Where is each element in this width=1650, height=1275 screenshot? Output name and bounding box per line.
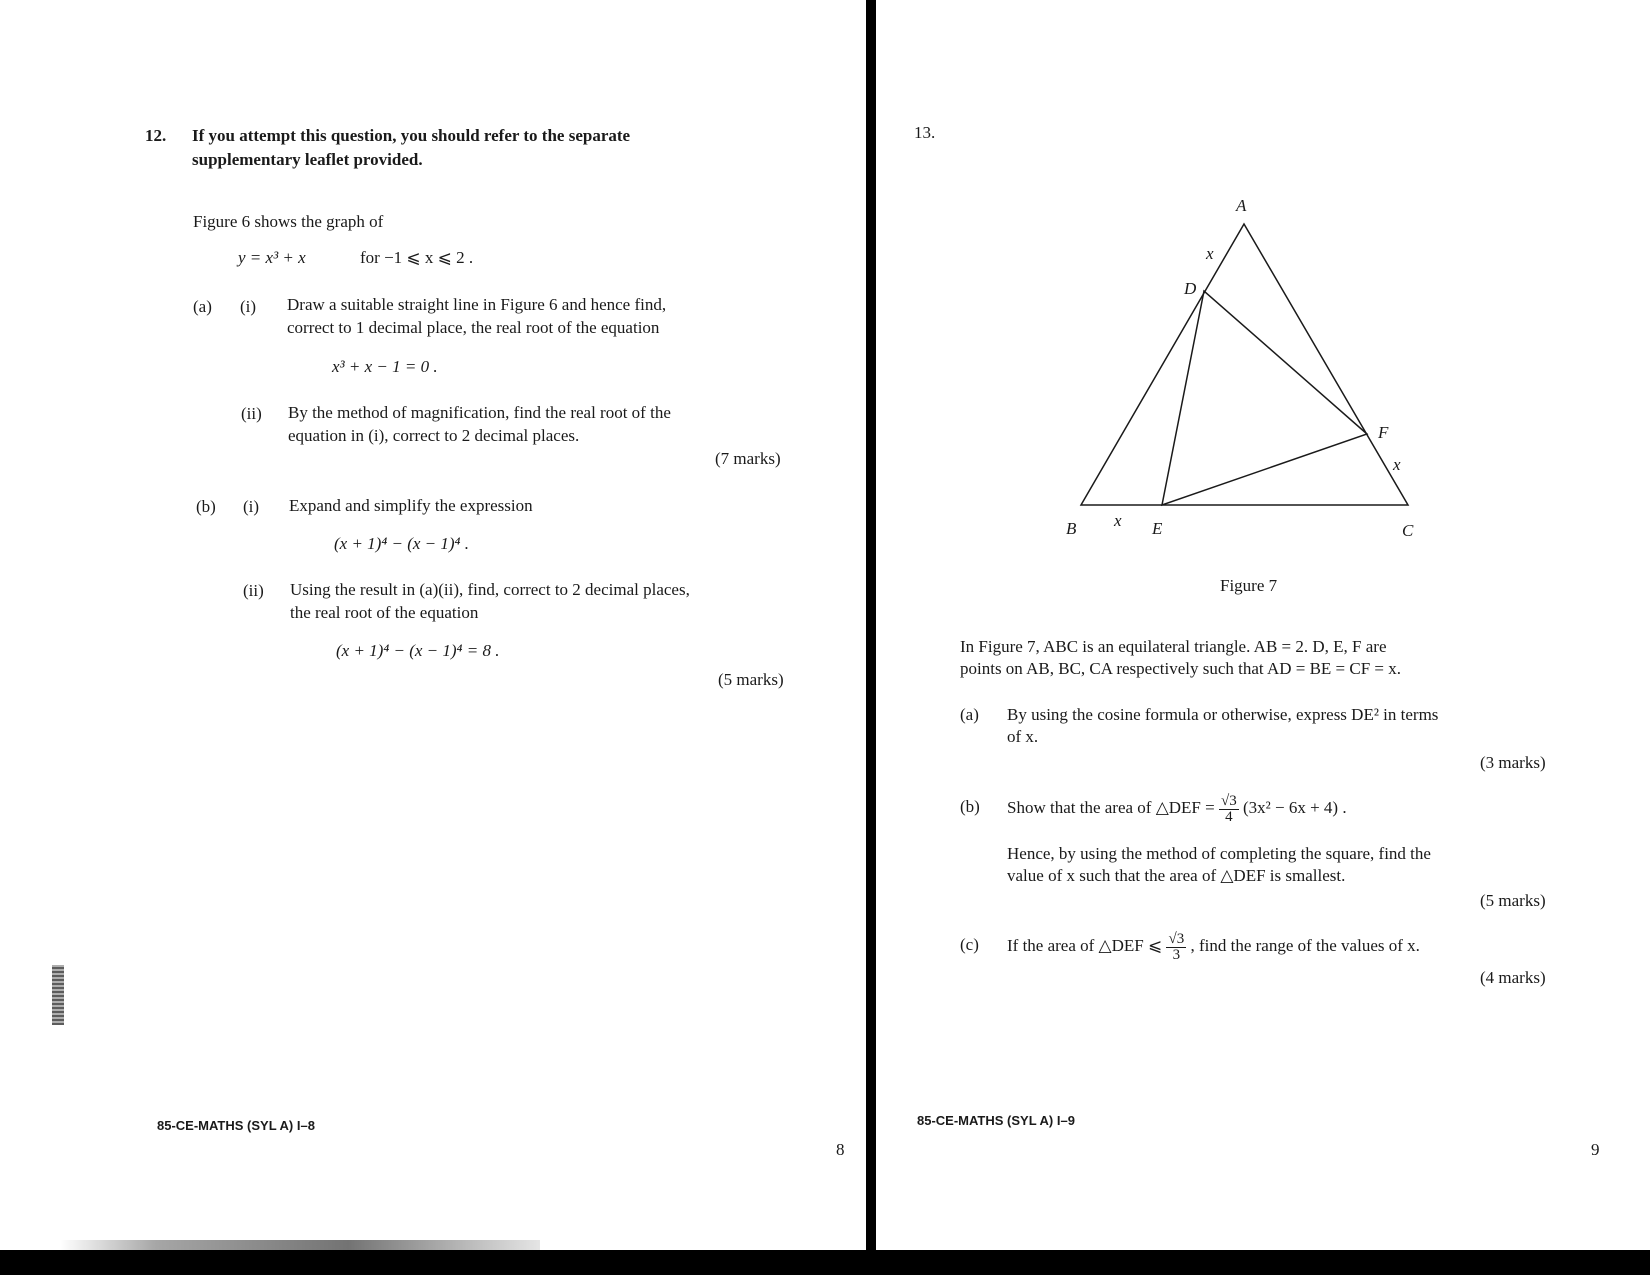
part-b-i-line-1: Expand and simplify the expression [289, 496, 533, 515]
label-a: A [1236, 196, 1247, 215]
q13-part-c-marks: (4 marks) [1480, 968, 1546, 987]
q13-part-b-fraction-num: √3 [1220, 792, 1237, 809]
instruction-line-2: supplementary leaflet provided. [192, 150, 423, 169]
q13-part-c-fraction-num: √3 [1168, 930, 1185, 947]
instruction-line-1: If you attempt this question, you should refer to the separate [192, 126, 631, 145]
part-b-ii-line-2: the real root of the equation [290, 603, 479, 622]
page-number-8: 8 [836, 1140, 845, 1159]
scan-smudge [60, 1240, 540, 1254]
graph-equation: y = x³ + x [238, 248, 306, 267]
q13-part-b-text-pre: Show that the area of △DEF = [1007, 798, 1215, 817]
part-b-i-equation: (x + 1)⁴ − (x − 1)⁴ . [334, 534, 469, 553]
scan-edge-mark [52, 965, 64, 1025]
question-number-13: 13. [914, 123, 936, 142]
q13-intro-line-1: In Figure 7, ABC is an equilateral triangle. AB = 2. D, E, F are [960, 637, 1387, 656]
q13-part-c-fraction-den: 3 [1172, 946, 1181, 963]
question-number-12: 12. [145, 126, 167, 145]
footer-code-left: 85-CE-MATHS (SYL A) I–8 [157, 1118, 315, 1133]
q13-part-b-marks: (5 marks) [1480, 891, 1546, 910]
q13-part-a-line-2: of x. [1007, 727, 1039, 746]
part-b-ii-equation: (x + 1)⁴ − (x − 1)⁴ = 8 . [336, 641, 500, 660]
part-a-i-line-1: Draw a suitable straight line in Figure 6 and hence find, [287, 295, 667, 314]
label-b: B [1066, 519, 1077, 538]
part-a-i-label: (i) [240, 297, 257, 316]
q13-part-b-label: (b) [960, 797, 980, 816]
part-a-i-equation: x³ + x − 1 = 0 . [332, 357, 438, 376]
q13-intro-line-2: points on AB, BC, CA respectively such that AD = BE = CF = x. [960, 659, 1402, 678]
page-spine [866, 0, 876, 1275]
page-number-9: 9 [1591, 1140, 1600, 1159]
part-b-ii-line-1: Using the result in (a)(ii), find, correct to 2 decimal places, [290, 580, 690, 599]
label-c: C [1402, 521, 1414, 540]
q13-part-c-line-1 [1007, 926, 1420, 966]
q13-part-a-label: (a) [960, 705, 979, 724]
part-a-label: (a) [193, 297, 212, 316]
q13-part-c-text-post: , find the range of the values of x. [1190, 936, 1420, 955]
q13-part-b-fraction-den: 4 [1225, 808, 1233, 825]
label-d: D [1184, 279, 1197, 298]
q13-part-c-fraction [1166, 932, 1186, 963]
label-x-cf: x [1393, 455, 1401, 474]
q13-part-a-line-1: By using the cosine formula or otherwise, express DE² in terms [1007, 705, 1439, 724]
label-x-be: x [1114, 511, 1122, 530]
figure-7-caption: Figure 7 [1220, 576, 1278, 595]
part-a-ii-label: (ii) [241, 404, 262, 423]
part-b-label: (b) [196, 497, 216, 516]
label-x-ad: x [1206, 244, 1214, 263]
label-e: E [1152, 519, 1163, 538]
triangle-def [1162, 291, 1367, 505]
q13-part-b-line-1 [1007, 788, 1347, 828]
figure-7-triangle [1050, 185, 1450, 545]
triangle-abc [1081, 224, 1408, 505]
part-a-marks: (7 marks) [715, 449, 781, 468]
q13-part-b-fraction [1219, 794, 1239, 825]
q13-part-c-text-pre: If the area of △DEF ⩽ [1007, 936, 1163, 955]
part-b-i-label: (i) [243, 497, 260, 516]
part-b-marks: (5 marks) [718, 670, 784, 689]
q13-part-b-line-3: value of x such that the area of △DEF is smallest. [1007, 866, 1346, 885]
q13-part-a-marks: (3 marks) [1480, 753, 1546, 772]
q13-part-b-text-post: (3x² − 6x + 4) . [1242, 798, 1347, 817]
q13-part-c-label: (c) [960, 935, 979, 954]
part-a-ii-line-1: By the method of magnification, find the real root of the [288, 403, 671, 422]
part-b-ii-label: (ii) [243, 581, 264, 600]
graph-range: for −1 ⩽ x ⩽ 2 . [360, 248, 474, 267]
q13-part-b-line-2: Hence, by using the method of completing the square, find the [1007, 844, 1431, 863]
label-f: F [1378, 423, 1389, 442]
part-a-ii-line-2: equation in (i), correct to 2 decimal places. [288, 426, 580, 445]
part-a-i-line-2: correct to 1 decimal place, the real root of the equation [287, 318, 660, 337]
footer-code-right: 85-CE-MATHS (SYL A) I–9 [917, 1113, 1075, 1128]
intro-text: Figure 6 shows the graph of [193, 212, 384, 231]
